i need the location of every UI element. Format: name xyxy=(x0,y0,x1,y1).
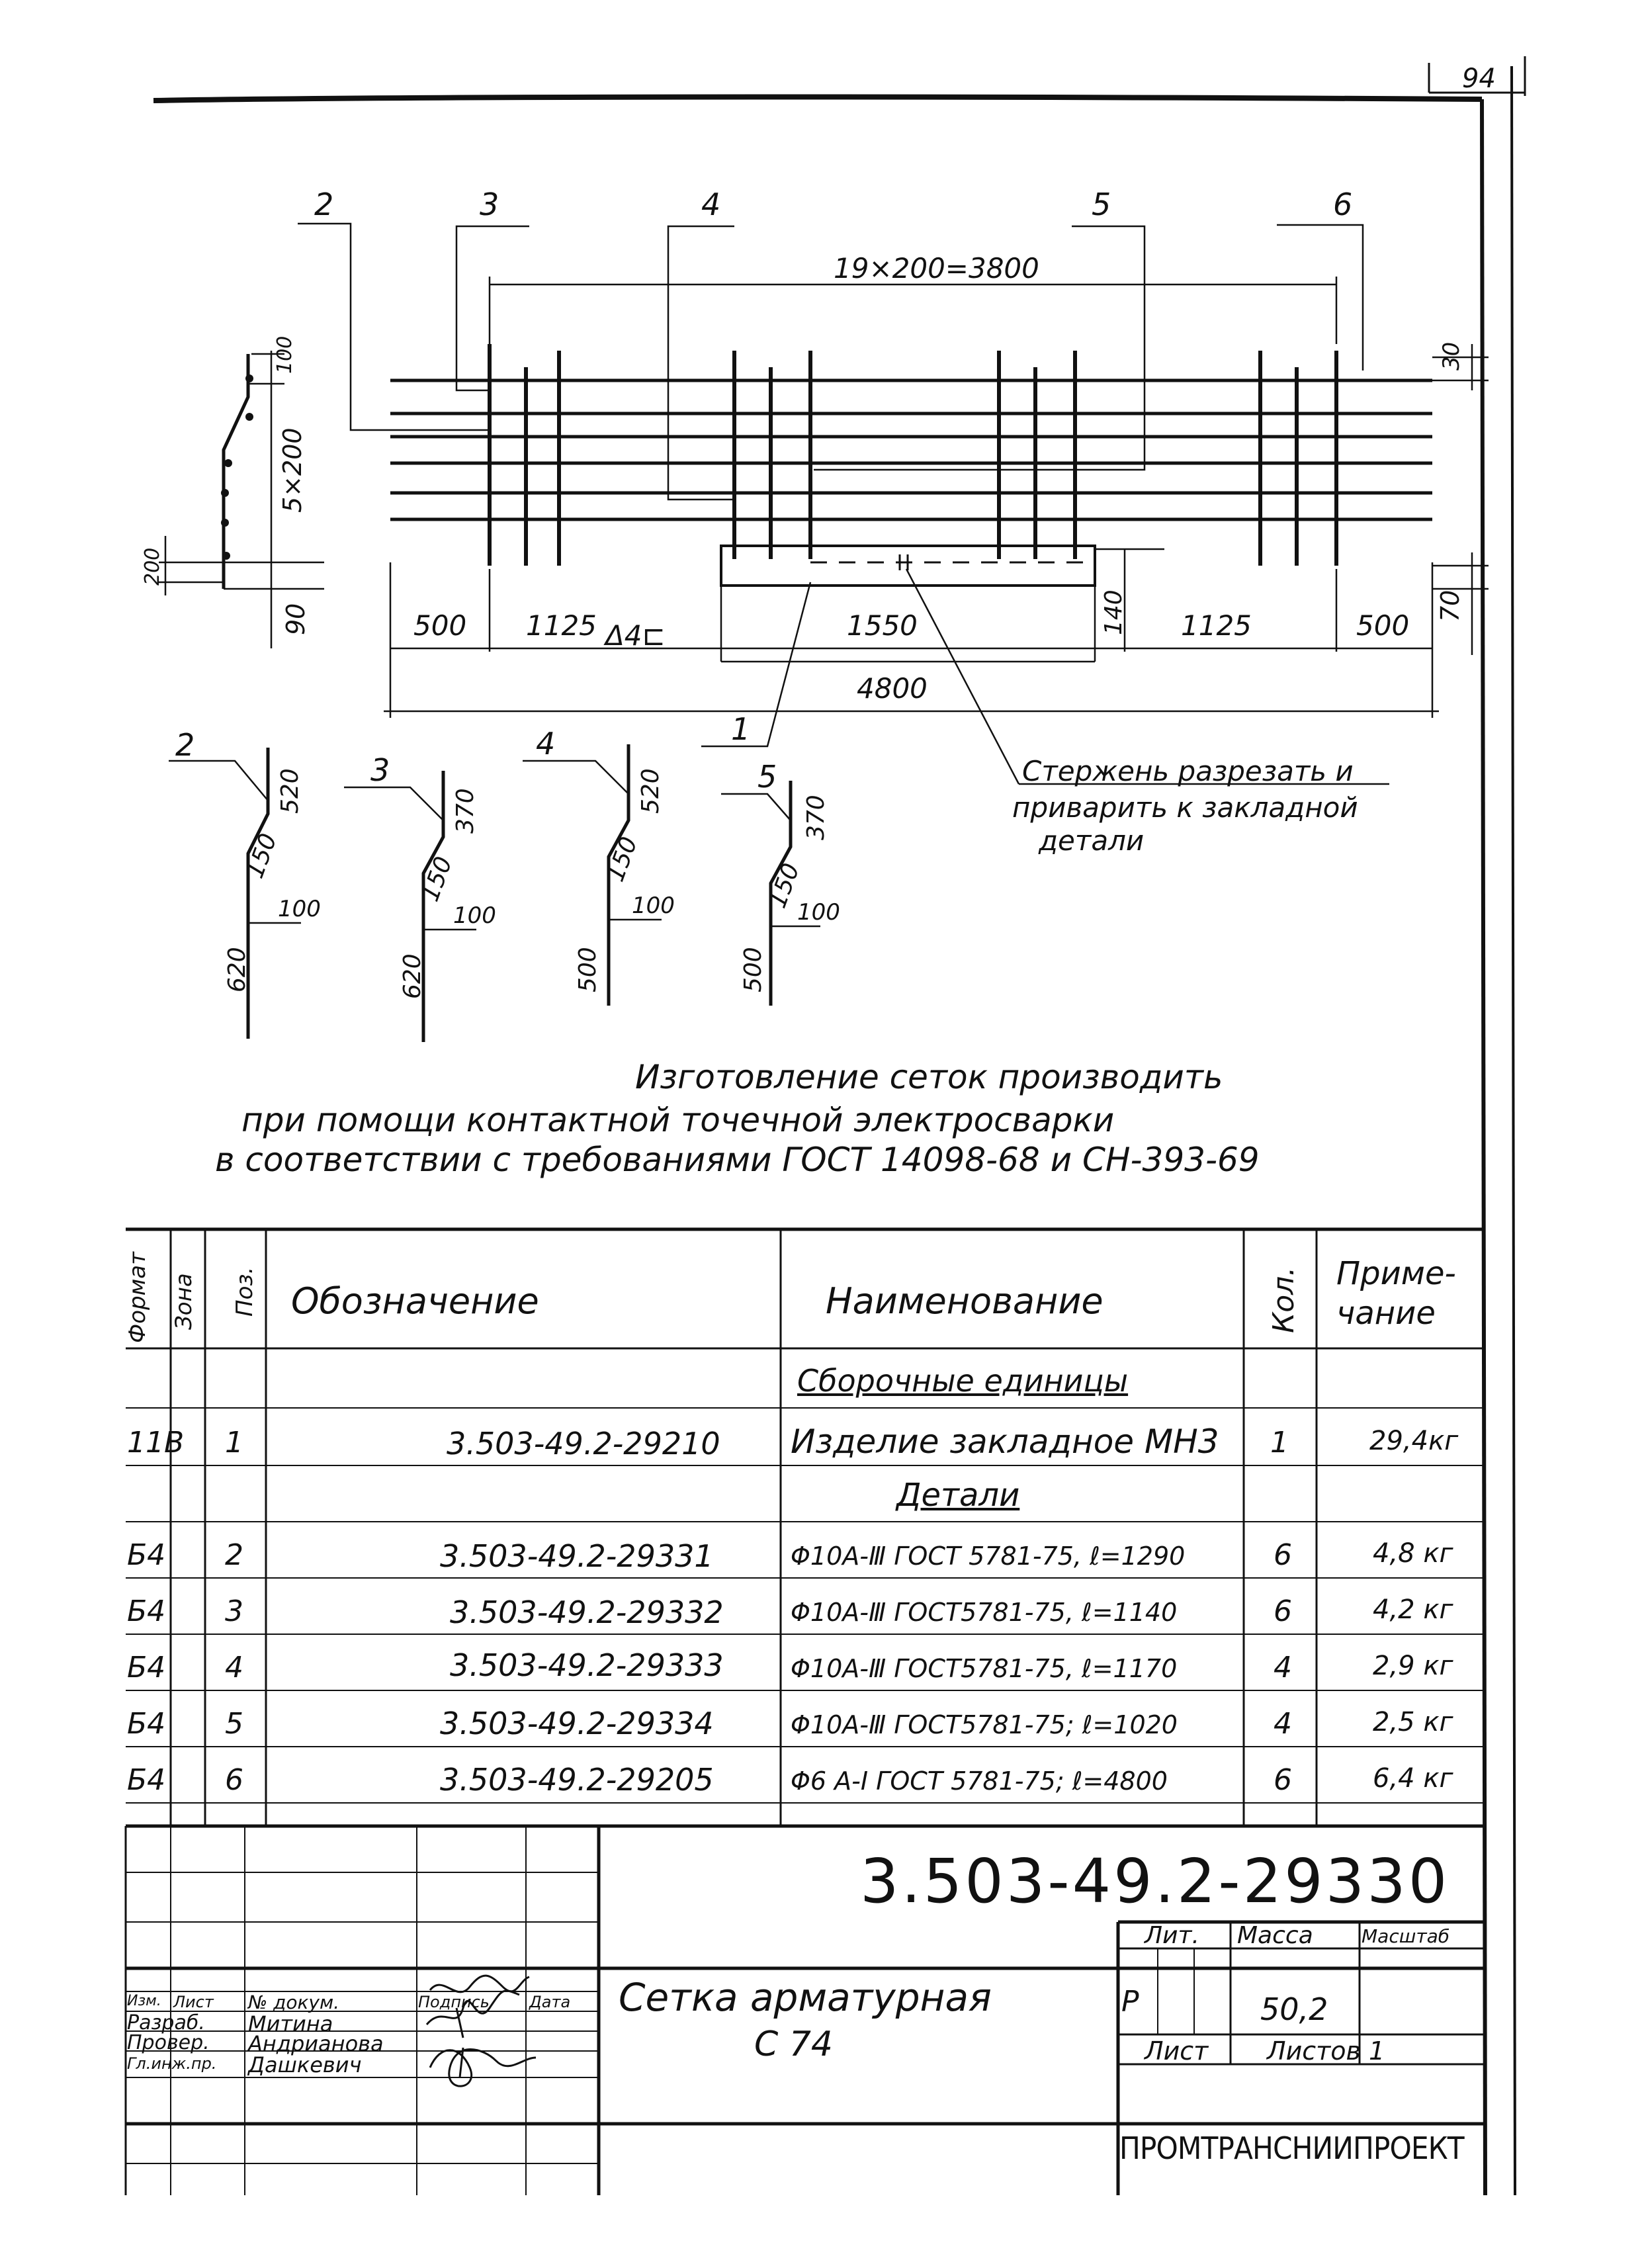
row1-designation: 3.503-49.2-29210 xyxy=(447,1426,720,1461)
row4-qty: 4 xyxy=(1274,1651,1292,1684)
sheet-label: Лист xyxy=(1145,2036,1209,2066)
bar4-pos: 4 xyxy=(536,726,556,762)
dim-side-left: 200 xyxy=(141,547,164,586)
role-developer: Разраб. xyxy=(127,2011,205,2034)
hdr-note: Приме-чание xyxy=(1336,1255,1456,1332)
row6-note: 6,4 кг xyxy=(1373,1763,1453,1794)
longitudinal-bars xyxy=(390,380,1432,519)
transverse-bars xyxy=(490,344,1336,566)
bar5-b: 150 xyxy=(763,859,805,912)
mass-value: 50,2 xyxy=(1260,1991,1328,2027)
row4-pos: 4 xyxy=(225,1651,243,1684)
callout-2: 2 xyxy=(314,187,334,222)
row3-qty: 6 xyxy=(1274,1594,1292,1628)
dim-side-bottom: 90 xyxy=(281,603,310,635)
row3-format: Б4 xyxy=(127,1594,166,1628)
bar4-c: 100 xyxy=(632,893,675,919)
row2-qty: 6 xyxy=(1274,1538,1292,1572)
section-assemblies: Сборочные единицы xyxy=(797,1363,1129,1399)
callout-6: 6 xyxy=(1333,187,1353,222)
bar3-b: 150 xyxy=(416,853,458,906)
note-line-1: Изготовление сеток производить xyxy=(635,1058,1223,1096)
row5-qty: 4 xyxy=(1274,1707,1292,1741)
dim-bottom-1: 1125 xyxy=(526,609,597,642)
cut-note-line-1: Стержень разрезать и xyxy=(1022,755,1354,787)
title-line-2: С 74 xyxy=(754,2025,834,2064)
general-notes xyxy=(215,1058,1260,1179)
row6-qty: 6 xyxy=(1274,1763,1292,1797)
callout-leaders xyxy=(298,224,1389,784)
lit-value: Р xyxy=(1121,1985,1139,2019)
row2-pos: 2 xyxy=(225,1538,243,1572)
weld-mark: Δ4⊏ xyxy=(605,619,666,652)
row4-designation: 3.503-49.2-29333 xyxy=(450,1647,724,1683)
hdr-name: Наименование xyxy=(826,1280,1103,1322)
bar5-c: 100 xyxy=(797,899,840,926)
dim-bottom-4: 1125 xyxy=(1181,609,1252,642)
dim-side-pitch: 5×200 xyxy=(278,427,307,513)
row6-pos: 6 xyxy=(225,1763,243,1797)
row5-note: 2,5 кг xyxy=(1373,1707,1453,1737)
row5-format: Б4 xyxy=(127,1707,166,1741)
note-line-2: при помощи контактной точечной электросварки xyxy=(241,1101,1115,1139)
tb-hdr-list: Лист xyxy=(173,1993,214,2011)
section-parts: Детали xyxy=(896,1477,1020,1514)
callout-4: 4 xyxy=(701,187,721,222)
scale-label: Масштаб xyxy=(1362,1925,1450,1947)
row3-pos: 3 xyxy=(225,1594,243,1628)
bar5-pos: 5 xyxy=(757,759,777,795)
tb-hdr-izm: Изм. xyxy=(127,1993,161,2009)
top-dimension xyxy=(490,277,1336,344)
row1-pos: 1 xyxy=(225,1426,243,1460)
bar3-a: 370 xyxy=(452,788,479,834)
bar3-pos: 3 xyxy=(370,752,390,788)
side-section-bars xyxy=(221,374,253,560)
tb-hdr-doc: № докум. xyxy=(248,1991,340,2013)
row6-name: Φ6 А-I ГОСТ 5781-75; ℓ=4800 xyxy=(791,1766,1168,1796)
cut-note xyxy=(1012,755,1358,857)
row1-qty: 1 xyxy=(1270,1426,1289,1460)
bar3-d: 620 xyxy=(399,953,426,999)
row3-name: Φ10А-Ⅲ ГОСТ5781-75, ℓ=1140 xyxy=(791,1598,1178,1627)
bar2-pos: 2 xyxy=(175,727,195,763)
row5-pos: 5 xyxy=(225,1707,243,1741)
row6-format: Б4 xyxy=(127,1763,166,1797)
dim-right-top: 30 xyxy=(1438,341,1465,371)
bar5-a: 370 xyxy=(802,795,830,840)
bar2-b: 150 xyxy=(241,830,282,883)
document-number: 3.503-49.2-29330 xyxy=(860,1846,1450,1917)
role-checker: Провер. xyxy=(127,2031,210,2054)
row1-note: 29,4кг xyxy=(1369,1426,1459,1456)
row5-name: Φ10А-Ⅲ ГОСТ5781-75; ℓ=1020 xyxy=(791,1710,1178,1739)
row2-format: Б4 xyxy=(127,1538,166,1572)
lit-label: Лит. xyxy=(1145,1922,1199,1949)
dim-total: 4800 xyxy=(857,672,928,705)
mass-label: Масса xyxy=(1237,1922,1313,1949)
dim-bottom-5: 500 xyxy=(1356,609,1410,642)
sheets-label: Листов 1 xyxy=(1267,2036,1385,2066)
bar-detail-labels xyxy=(175,726,840,999)
row2-note: 4,8 кг xyxy=(1373,1538,1453,1569)
note-line-3: в соответствии с требованиями ГОСТ 14098-68 и СН-393-69 xyxy=(215,1141,1260,1179)
row4-note: 2,9 кг xyxy=(1373,1651,1453,1681)
role-chief: Гл.инж.пр. xyxy=(127,2054,217,2073)
hdr-format: Формат xyxy=(124,1252,151,1343)
row4-format: Б4 xyxy=(127,1651,166,1684)
bar2-a: 520 xyxy=(277,768,304,814)
row6-designation: 3.503-49.2-29205 xyxy=(440,1762,714,1798)
row4-name: Φ10А-Ⅲ ГОСТ5781-75, ℓ=1170 xyxy=(791,1654,1178,1683)
organization: ПРОМТРАНСНИИПРОЕКТ xyxy=(1119,2130,1464,2166)
row5-designation: 3.503-49.2-29334 xyxy=(440,1706,714,1741)
dim-top: 19×200=3800 xyxy=(834,252,1039,284)
tb-hdr-sign: Подпись xyxy=(418,1993,490,2011)
bar4-b: 150 xyxy=(601,833,643,886)
row2-designation: 3.503-49.2-29331 xyxy=(440,1538,714,1574)
row1-format: 11В xyxy=(127,1426,185,1460)
row3-designation: 3.503-49.2-29332 xyxy=(450,1594,724,1630)
bar5-d: 500 xyxy=(740,947,767,992)
name-developer: Митина xyxy=(248,2011,333,2036)
callout-3: 3 xyxy=(480,187,499,222)
callout-1: 1 xyxy=(731,711,751,747)
hdr-qty: Кол. xyxy=(1267,1266,1301,1333)
name-checker: Андрианова xyxy=(248,2031,384,2056)
bar3-c: 100 xyxy=(453,902,496,929)
cut-note-line-2: приварить к закладной xyxy=(1012,791,1358,824)
hdr-designation: Обозначение xyxy=(291,1280,539,1322)
dim-bottom-2: 1550 xyxy=(847,609,918,642)
bar4-d: 500 xyxy=(574,947,601,992)
row1-name: Изделие закладное МН3 xyxy=(791,1422,1219,1461)
dimension-labels xyxy=(141,252,1465,705)
hdr-zone: Зона xyxy=(171,1273,197,1330)
row3-note: 4,2 кг xyxy=(1373,1594,1453,1625)
cut-note-line-3: детали xyxy=(1039,824,1145,857)
page-number: 94 xyxy=(1462,64,1496,94)
bar2-c: 100 xyxy=(278,896,321,922)
dim-side-top: 100 xyxy=(273,335,296,374)
row2-name: Φ10А-Ⅲ ГОСТ 5781-75, ℓ=1290 xyxy=(791,1542,1186,1571)
title-line-1: Сетка арматурная xyxy=(619,1975,992,2020)
hdr-pos: Поз. xyxy=(232,1266,258,1317)
name-chief: Дашкевич xyxy=(248,2052,362,2077)
bar2-d: 620 xyxy=(224,947,251,992)
bar4-a: 520 xyxy=(637,768,664,814)
dim-bottom-3: 140 xyxy=(1100,589,1127,635)
dim-bottom-0: 500 xyxy=(413,609,467,642)
dim-right-bottom: 70 xyxy=(1436,589,1465,622)
tb-hdr-date: Дата xyxy=(529,1993,571,2011)
callout-5: 5 xyxy=(1092,187,1111,222)
